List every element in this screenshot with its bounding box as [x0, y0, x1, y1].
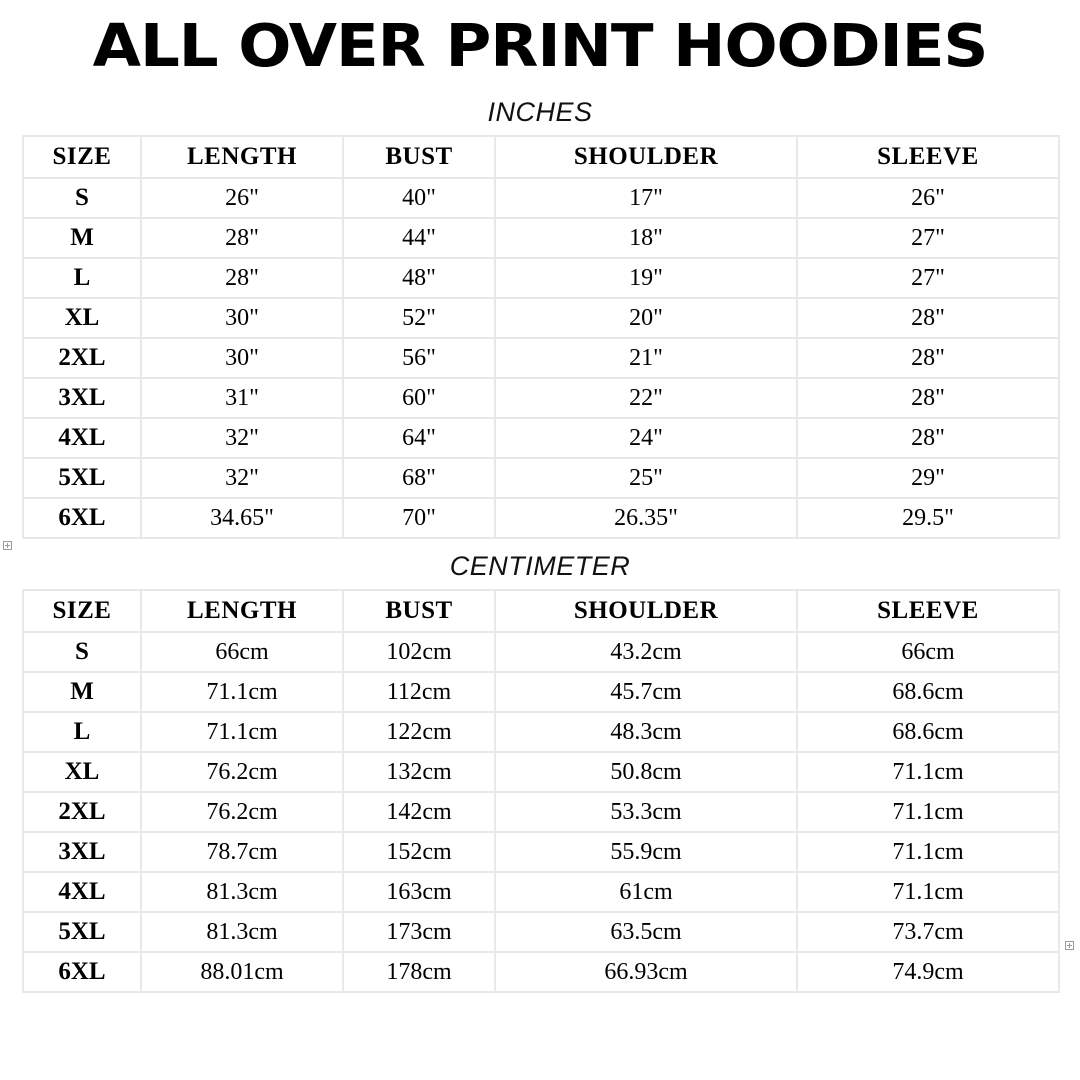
table-row	[23, 418, 1059, 458]
column-header-size: SIZE	[23, 136, 141, 178]
inches-size-table	[22, 135, 1060, 539]
table-row	[23, 912, 1059, 952]
cell-size: 4XL	[23, 418, 141, 458]
cell-sleeve: 71.1cm	[797, 792, 1059, 832]
cell-size: L	[23, 258, 141, 298]
cell-sleeve: 68.6cm	[797, 712, 1059, 752]
cell-length: 30"	[141, 338, 343, 378]
table-row	[23, 672, 1059, 712]
cell-size: 5XL	[23, 458, 141, 498]
cell-shoulder: 50.8cm	[495, 752, 797, 792]
centimeter-unit-label: CENTIMETER	[449, 551, 631, 581]
cell-size: S	[23, 632, 141, 672]
cell-length: 71.1cm	[141, 712, 343, 752]
cell-size: 3XL	[23, 832, 141, 872]
table-row	[23, 498, 1059, 538]
cell-length: 32"	[141, 418, 343, 458]
cell-shoulder: 63.5cm	[495, 912, 797, 952]
cell-size: 2XL	[23, 792, 141, 832]
column-header-length: LENGTH	[141, 590, 343, 632]
cell-bust: 60"	[343, 378, 495, 418]
table-row	[23, 752, 1059, 792]
cell-length: 30"	[141, 298, 343, 338]
page-title: ALL OVER PRINT HOODIES	[92, 11, 988, 80]
column-header-shoulder: SHOULDER	[495, 136, 797, 178]
cell-sleeve: 26"	[797, 178, 1059, 218]
cell-sleeve: 73.7cm	[797, 912, 1059, 952]
table-row	[23, 712, 1059, 752]
cell-size: M	[23, 218, 141, 258]
cell-sleeve: 29.5"	[797, 498, 1059, 538]
cell-size: S	[23, 178, 141, 218]
column-header-bust: BUST	[343, 136, 495, 178]
cell-size: 6XL	[23, 498, 141, 538]
cell-shoulder: 48.3cm	[495, 712, 797, 752]
table-row	[23, 952, 1059, 992]
inches-section	[0, 97, 1080, 539]
cell-bust: 40"	[343, 178, 495, 218]
column-header-length: LENGTH	[141, 136, 343, 178]
cell-sleeve: 68.6cm	[797, 672, 1059, 712]
table-header-row	[23, 590, 1059, 632]
cell-shoulder: 53.3cm	[495, 792, 797, 832]
cell-shoulder: 45.7cm	[495, 672, 797, 712]
cell-sleeve: 71.1cm	[797, 832, 1059, 872]
table-row	[23, 632, 1059, 672]
cell-bust: 48"	[343, 258, 495, 298]
cell-size: 6XL	[23, 952, 141, 992]
centimeter-section	[0, 551, 1080, 993]
table-row	[23, 792, 1059, 832]
cell-size: 4XL	[23, 872, 141, 912]
cell-sleeve: 28"	[797, 298, 1059, 338]
column-header-size: SIZE	[23, 590, 141, 632]
cell-length: 88.01cm	[141, 952, 343, 992]
cell-sleeve: 27"	[797, 258, 1059, 298]
cell-shoulder: 25"	[495, 458, 797, 498]
cell-shoulder: 18"	[495, 218, 797, 258]
table-header-row	[23, 136, 1059, 178]
cell-length: 28"	[141, 258, 343, 298]
cell-bust: 112cm	[343, 672, 495, 712]
table-row	[23, 458, 1059, 498]
table-row	[23, 178, 1059, 218]
cell-shoulder: 43.2cm	[495, 632, 797, 672]
cell-sleeve: 71.1cm	[797, 752, 1059, 792]
cell-sleeve: 74.9cm	[797, 952, 1059, 992]
column-header-bust: BUST	[343, 590, 495, 632]
cell-size: 2XL	[23, 338, 141, 378]
column-header-sleeve: SLEEVE	[797, 136, 1059, 178]
table-row	[23, 338, 1059, 378]
cell-shoulder: 17"	[495, 178, 797, 218]
selection-handle-right[interactable]	[1065, 941, 1074, 950]
cell-length: 66cm	[141, 632, 343, 672]
cell-size: XL	[23, 298, 141, 338]
cell-length: 28"	[141, 218, 343, 258]
cell-bust: 52"	[343, 298, 495, 338]
table-row	[23, 832, 1059, 872]
cell-shoulder: 22"	[495, 378, 797, 418]
cell-length: 78.7cm	[141, 832, 343, 872]
cell-bust: 64"	[343, 418, 495, 458]
cell-length: 32"	[141, 458, 343, 498]
cell-sleeve: 28"	[797, 338, 1059, 378]
cell-size: M	[23, 672, 141, 712]
cell-length: 76.2cm	[141, 792, 343, 832]
cell-bust: 142cm	[343, 792, 495, 832]
cell-shoulder: 21"	[495, 338, 797, 378]
centimeter-size-table	[22, 589, 1060, 993]
cell-size: 5XL	[23, 912, 141, 952]
cell-shoulder: 26.35"	[495, 498, 797, 538]
cell-shoulder: 66.93cm	[495, 952, 797, 992]
table-row	[23, 872, 1059, 912]
cell-size: L	[23, 712, 141, 752]
cell-shoulder: 61cm	[495, 872, 797, 912]
cell-shoulder: 19"	[495, 258, 797, 298]
inches-table-wrap	[0, 135, 1080, 539]
cell-bust: 122cm	[343, 712, 495, 752]
cell-bust: 178cm	[343, 952, 495, 992]
cell-sleeve: 28"	[797, 378, 1059, 418]
cell-shoulder: 20"	[495, 298, 797, 338]
cell-bust: 132cm	[343, 752, 495, 792]
cell-length: 81.3cm	[141, 872, 343, 912]
cell-sleeve: 29"	[797, 458, 1059, 498]
cell-length: 31"	[141, 378, 343, 418]
cell-bust: 70"	[343, 498, 495, 538]
selection-handle-left[interactable]	[3, 541, 12, 550]
cell-sleeve: 28"	[797, 418, 1059, 458]
cell-shoulder: 24"	[495, 418, 797, 458]
cell-bust: 102cm	[343, 632, 495, 672]
cell-length: 76.2cm	[141, 752, 343, 792]
cell-sleeve: 27"	[797, 218, 1059, 258]
column-header-shoulder: SHOULDER	[495, 590, 797, 632]
inches-unit-label: INCHES	[487, 97, 593, 127]
table-row	[23, 378, 1059, 418]
cell-sleeve: 66cm	[797, 632, 1059, 672]
cell-size: 3XL	[23, 378, 141, 418]
centimeter-table-wrap	[0, 589, 1080, 993]
cell-bust: 173cm	[343, 912, 495, 952]
table-row	[23, 218, 1059, 258]
cell-length: 34.65"	[141, 498, 343, 538]
table-row	[23, 258, 1059, 298]
cell-length: 71.1cm	[141, 672, 343, 712]
cell-bust: 163cm	[343, 872, 495, 912]
cell-sleeve: 71.1cm	[797, 872, 1059, 912]
cell-length: 26"	[141, 178, 343, 218]
table-row	[23, 298, 1059, 338]
cell-size: XL	[23, 752, 141, 792]
column-header-sleeve: SLEEVE	[797, 590, 1059, 632]
cell-bust: 44"	[343, 218, 495, 258]
cell-bust: 56"	[343, 338, 495, 378]
cell-bust: 68"	[343, 458, 495, 498]
cell-length: 81.3cm	[141, 912, 343, 952]
cell-shoulder: 55.9cm	[495, 832, 797, 872]
cell-bust: 152cm	[343, 832, 495, 872]
